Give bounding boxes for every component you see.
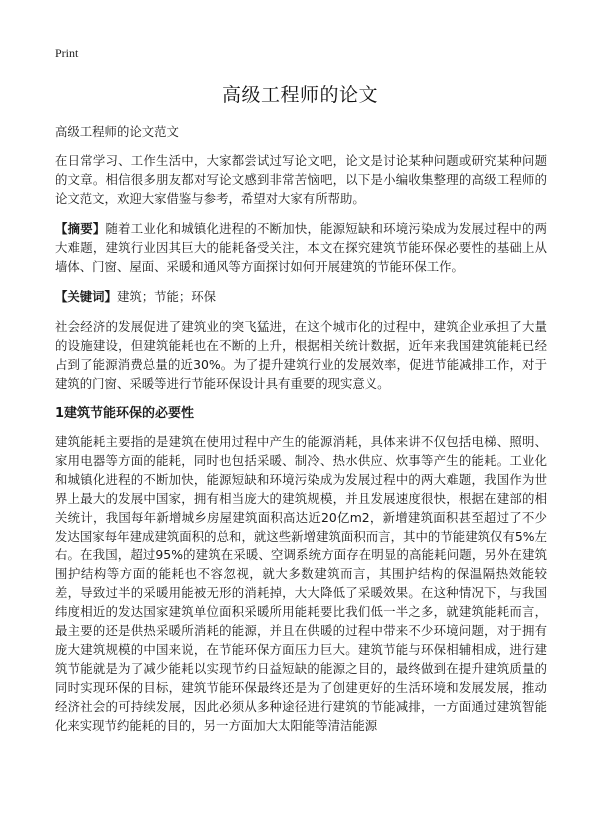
intro-paragraph: 在日常学习、工作生活中，大家都尝试过写论文吧，论文是讨论某种问题或研究某种问题的文章。相信很多朋友都对写论文感到非常苦恼吧，以下是小编收集整理的高级工程师的论文范文，欢迎大家借鉴与参考，希望对大家有所帮助。 <box>55 153 547 206</box>
document-subtitle: 高级工程师的论文范文 <box>55 124 179 139</box>
page-title: 高级工程师的论文 <box>221 84 378 106</box>
keywords-paragraph <box>55 287 547 306</box>
keywords-text: 建筑；节能；环保 <box>116 289 217 304</box>
abstract-label: 【摘要】 <box>55 221 106 236</box>
abstract-text: 随着工业化和城镇化进程的不断加快，能源短缺和环境污染成为发展过程中的两大难题，建筑行业因其巨大的能耗备受关注，本文在探究建筑节能环保必要性的基础上从墙体、门窗、屋面、采暖和通风等方面探讨如何开展建筑的节能环保工作。 <box>55 221 548 274</box>
print-link[interactable]: Print <box>55 46 79 60</box>
keywords-label: 【关键词】 <box>55 289 117 304</box>
abstract-paragraph <box>55 219 547 276</box>
article-body <box>55 122 547 747</box>
body-paragraph-1: 社会经济的发展促进了建筑业的突飞猛进，在这个城市化的过程中，建筑企业承担了大量的设施建设，但建筑能耗也在不断的上升，根据相关统计数据，近年来我国建筑能耗已经占到了能源消费总量的近30%。为了提升建筑行业的发展效率，促进节能减排工作，对于建筑的门窗、采暖等进行节能环保设计具有重要的现实意义。 <box>55 319 547 391</box>
section-heading: 1建筑节能环保的必要性 <box>55 406 195 421</box>
section-body: 建筑能耗主要指的是建筑在使用过程中产生的能源消耗，具体来讲不仅包括电梯、照明、家用电器等方面的能耗，同时也包括采暖、制冷、热水供应、炊事等产生的能耗。工业化和城镇化进程的不断加快，能源短缺和环境污染成为发展过程中的两大难题，我国作为世界上最大的发展中国家，拥有相当庞大的建筑规模，并且发展速度很快，根据在建部的相关统计，我国每年新增城乡房屋建筑面积高达近20亿m2，新增建筑面积甚至超过了不少发达国家每年建成建筑面积的总和，就这些新增建筑面积而言，其中的节能建筑仅有5%左右。在我国，超过95%的建筑在采暖、空调系统方面存在明显的高能耗问题，另外在建筑围护结构等方面的能耗也不容忽视，就大多数建筑而言，其围护结构的保温隔热效能较差，导致过半的采暖用能被无形的消耗掉，大大降低了采暖效果。在这种情况下，与我国纬度相近的发达国家建筑单位面积采暖所用能耗要比我们低一半之多，就建筑能耗而言，最主要的还是供热采暖所消耗的能源，并且在供暖的过程中带来不少环境问题，对于拥有庞大建筑规模的中国来说，在节能环保方面压力巨大。建筑节能与环保相辅相成，进行建筑节能就是为了减少能耗以实现节约日益短缺的能源之目的，最终做到在提升建筑质量的同时实现环保的目标，建筑节能环保最终还是为了创建更好的生活环境和发展发展，推动经济社会的可持续发展，因此必须从多种途径进行建筑的节能减排，一方面通过建筑智能化来实现节约能耗的目的，另一方面加大太阳能等清洁能源 <box>55 434 547 733</box>
